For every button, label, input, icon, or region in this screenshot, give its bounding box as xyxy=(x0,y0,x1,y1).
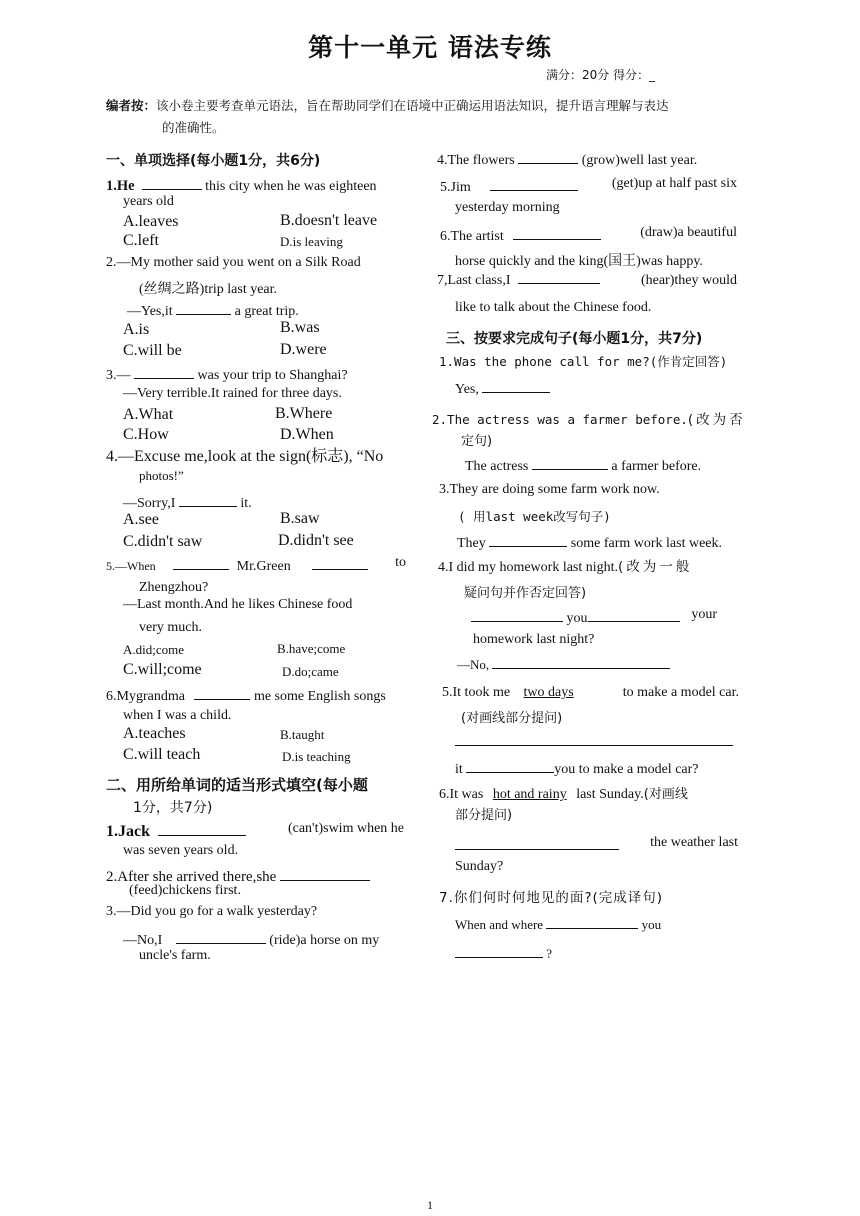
s2-q4 xyxy=(437,149,697,169)
editor-note-text-2: 的准确性。 xyxy=(162,120,225,135)
s1-q3-blank[interactable] xyxy=(134,364,194,379)
s1-q1 xyxy=(106,175,377,195)
s3-q5-text-b: to make a model car. xyxy=(622,685,739,700)
s3-q2-answer-start: The actress xyxy=(465,459,529,474)
s1-q1-option-d[interactable]: D.is leaving xyxy=(280,234,343,249)
s1-q1-line2: years old xyxy=(123,194,174,209)
s1-q3-option-a[interactable]: A.What xyxy=(123,406,174,423)
s3-q6-text-d: the weather last xyxy=(650,835,738,850)
s2-q5-text-a: 5.Jim xyxy=(440,180,471,195)
s2-q5-line2: yesterday morning xyxy=(455,200,560,215)
s1-q2-line1: 2.—My mother said you went on a Silk Road xyxy=(106,255,361,270)
s3-q4-text-c: you xyxy=(566,611,588,626)
s2-q1-text: (can't)swim when he xyxy=(287,821,404,836)
s2-q7-blank[interactable] xyxy=(518,275,600,284)
s3-q2-instruction: (改为否 xyxy=(687,412,746,428)
s3-q4-answer-start: —No, xyxy=(457,657,490,672)
s1-q6-option-c[interactable]: C.will teach xyxy=(123,746,201,763)
s1-q5-option-d[interactable]: D.do;came xyxy=(282,664,339,679)
s1-q2-answer-end: a great trip. xyxy=(234,304,299,319)
s2-q2-line2: (feed)chickens first. xyxy=(129,883,241,898)
s3-q7-blank-1[interactable] xyxy=(546,914,638,929)
s1-q6-num: 6.Mygrandma xyxy=(106,689,185,704)
s1-q6-option-b[interactable]: B.taught xyxy=(280,727,325,742)
s2-q5-text-b: (get)up at half past six xyxy=(611,176,737,191)
s3-q3-line1: 3.They are doing some farm work now. xyxy=(439,482,660,497)
s1-q6-line2: when I was a child. xyxy=(123,708,232,723)
s2-q7-text-b: (hear)they would xyxy=(640,273,737,288)
s1-q1-num: 1.He xyxy=(106,178,135,194)
s1-q2-answer-start: —Yes,it xyxy=(127,304,173,319)
s1-q2-line2: (丝绸之路)trip last year. xyxy=(139,282,278,297)
s3-q7-line3 xyxy=(455,943,552,962)
section-1-title: 一、单项选择(每小题1分，共6分) xyxy=(106,153,321,169)
s1-q3-option-d[interactable]: D.When xyxy=(280,426,334,443)
s1-q2-option-b[interactable]: B.was xyxy=(280,319,320,336)
s2-q3-answer-start: —No,I xyxy=(123,933,163,948)
s2-q3-blank[interactable] xyxy=(176,929,266,944)
s1-q4-option-a[interactable]: A.see xyxy=(123,511,159,528)
s3-q4-text-d: your xyxy=(691,607,717,622)
editor-note-label: 编者按： xyxy=(106,98,157,113)
s2-q1-blank[interactable] xyxy=(158,821,246,836)
s2-q6-text-b: (draw)a beautiful xyxy=(640,225,737,240)
s1-q5-text-b: Mr.Green xyxy=(236,559,291,574)
s1-q5-option-b[interactable]: B.have;come xyxy=(277,641,346,656)
s1-q2-option-a[interactable]: A.is xyxy=(123,321,150,338)
s3-q7-line1: 7.你们何时何地见的面?(完成译句) xyxy=(439,890,664,906)
s3-q4-blank-3[interactable] xyxy=(492,660,670,669)
s2-q7-text-a: 7,Last class,I xyxy=(437,273,511,288)
s3-q2-line2: 定句) xyxy=(461,434,493,449)
s1-q3-num: 3.— xyxy=(106,368,131,383)
s2-q4-blank[interactable] xyxy=(518,149,578,164)
s2-q5-blank[interactable] xyxy=(490,176,578,191)
s3-q3-line3 xyxy=(457,532,722,552)
s1-q1-option-c[interactable]: C.left xyxy=(123,232,159,249)
s1-q1-text: this city when he was eighteen xyxy=(205,179,377,194)
s1-q4-line2: photos!” xyxy=(139,468,184,483)
page-title: 第十一单元 语法专练 xyxy=(308,33,552,62)
s3-q5-underlined: two days xyxy=(523,685,574,700)
s3-q7-text-b: When and where xyxy=(455,917,544,932)
s3-q2-answer-end: a farmer before. xyxy=(611,459,702,474)
s1-q4-option-b[interactable]: B.saw xyxy=(280,510,320,527)
s1-q5-blank-2[interactable] xyxy=(312,555,368,570)
s2-q3-line2 xyxy=(123,929,403,949)
s3-q3-answer-end: some farm work last week. xyxy=(570,536,722,551)
score-line: 满分：20分 得分：_ xyxy=(546,68,656,82)
s2-q2-text: 2.After she arrived there,she xyxy=(106,869,277,885)
s3-q3-line2: ( 用last week改写句子) xyxy=(458,509,611,524)
s2-q3-line3: uncle's farm. xyxy=(139,948,211,963)
editor-note xyxy=(106,95,746,139)
s3-q5-text-d: it xyxy=(455,762,463,777)
s1-q3-text: was your trip to Shanghai? xyxy=(197,368,348,383)
s2-q3-line1: 3.—Did you go for a walk yesterday? xyxy=(106,904,318,919)
s3-q5-text-a: 5.It took me xyxy=(442,685,511,700)
s1-q4-line3 xyxy=(123,492,252,512)
s3-q5-line4 xyxy=(455,758,699,778)
s3-q6-line4: Sunday? xyxy=(455,859,504,874)
s1-q5-line3: —Last month.And he likes Chinese food xyxy=(123,597,353,612)
s1-q4-blank[interactable] xyxy=(179,492,237,507)
s3-q6-line1 xyxy=(439,783,688,803)
page-number: 1 xyxy=(427,1198,433,1212)
s1-q3-option-c[interactable]: C.How xyxy=(123,426,169,443)
s3-q6-underlined: hot and rainy xyxy=(492,787,567,802)
s1-q5-option-a[interactable]: A.did;come xyxy=(123,642,185,657)
s3-q4-blank-2[interactable] xyxy=(588,607,680,622)
s3-q6-text-a: 6.It was xyxy=(439,787,484,802)
section-2-title-line1: 二、用所给单词的适当形式填空(每小题 xyxy=(106,776,368,794)
s3-q3-blank[interactable] xyxy=(489,532,567,547)
s3-q7-line2 xyxy=(455,914,661,933)
s3-q5-line2: (对画线部分提问) xyxy=(461,711,563,726)
s3-q4-line2: 疑问句并作否定回答) xyxy=(464,586,587,601)
s2-q3-text: (ride)a horse on my xyxy=(269,933,380,948)
s3-q1-line1: 1.Was the phone call for me?(作肯定回答) xyxy=(439,354,728,369)
s3-q5-answer-line[interactable] xyxy=(455,745,733,746)
s3-q4-instruction: (改为一般 xyxy=(618,559,693,575)
s1-q5-num: 5.—When xyxy=(106,559,156,573)
s3-q2-sentence: 2.The actress was a farmer before. xyxy=(432,412,688,427)
s1-q2-option-c[interactable]: C.will be xyxy=(123,342,182,359)
s2-q1-num: 1.Jack xyxy=(106,823,150,840)
s2-q4-text-a: 4.The flowers xyxy=(437,153,515,168)
s3-q4-line4: homework last night? xyxy=(473,632,595,647)
s3-q1-blank[interactable] xyxy=(482,384,550,393)
s2-q4-text-b: (grow)well last year. xyxy=(581,153,698,168)
s3-q2-blank[interactable] xyxy=(532,455,608,470)
s1-q3-line2: —Very terrible.It rained for three days. xyxy=(123,386,342,401)
s1-q5-line4: very much. xyxy=(139,620,202,635)
section-3-title: 三、按要求完成句子(每小题1分，共7分) xyxy=(446,331,703,347)
section-2-title-line2: 1分，共7分) xyxy=(133,800,213,816)
s1-q4-answer-start: —Sorry,I xyxy=(123,496,176,511)
s2-q7-line2: like to talk about the Chinese food. xyxy=(455,300,652,315)
s1-q6-text: me some English songs xyxy=(253,689,386,704)
s3-q4-line3 xyxy=(471,607,717,627)
s3-q6-blank[interactable] xyxy=(455,835,619,850)
s3-q1-line2 xyxy=(455,382,550,398)
s2-q6-text-a: 6.The artist xyxy=(440,229,504,244)
s3-q5-line1 xyxy=(442,685,739,701)
s2-q6-line1 xyxy=(440,225,737,245)
s1-q2-blank[interactable] xyxy=(176,300,231,315)
s1-q6-blank[interactable] xyxy=(194,685,250,700)
s3-q5-text-e: you to make a model car? xyxy=(554,762,699,777)
s2-q1-line1 xyxy=(106,821,404,841)
s1-q4-option-c[interactable]: C.didn't saw xyxy=(123,533,203,550)
editor-note-text-1: 该小卷主要考查单元语法，旨在帮助同学们在语境中正确运用语法知识，提升语言理解与表达 xyxy=(156,98,669,113)
s3-q7-question-mark: ? xyxy=(546,946,553,961)
s3-q2-line1 xyxy=(432,408,746,428)
s1-q2-option-d[interactable]: D.were xyxy=(280,341,327,358)
s3-q7-blank-2[interactable] xyxy=(455,943,543,958)
s3-q6-text-b: last Sunday. xyxy=(576,787,644,802)
s3-q4-line5 xyxy=(457,657,670,673)
s3-q2-line3 xyxy=(465,455,701,475)
s1-q5-line1 xyxy=(106,555,406,575)
s1-q1-blank[interactable] xyxy=(142,175,202,190)
s3-q6-line2: 部分提问) xyxy=(455,808,513,823)
s3-q6-line3 xyxy=(455,835,738,855)
s1-q2-line3 xyxy=(127,300,299,320)
s1-q3-line1 xyxy=(106,364,348,384)
s1-q5-blank-1[interactable] xyxy=(173,555,229,570)
s2-q2-blank[interactable] xyxy=(280,866,370,881)
s1-q6-option-a[interactable]: A.teaches xyxy=(123,725,186,742)
s1-q1-option-b[interactable]: B.doesn't leave xyxy=(280,212,378,229)
s1-q4-line1: 4.—Excuse me,look at the sign(标志), “No xyxy=(106,448,384,465)
s2-q1-line2: was seven years old. xyxy=(123,843,239,858)
s1-q6-option-d[interactable]: D.is teaching xyxy=(282,749,351,764)
s3-q5-blank[interactable] xyxy=(466,758,554,773)
s3-q3-answer-start: They xyxy=(457,536,486,551)
s1-q1-option-a[interactable]: A.leaves xyxy=(123,213,179,230)
s2-q6-blank[interactable] xyxy=(513,225,601,240)
s3-q4-sentence: 4.I did my homework last night. xyxy=(438,560,619,575)
s1-q4-option-d[interactable]: D.didn't see xyxy=(278,532,354,549)
s3-q7-text-c: you xyxy=(641,917,662,932)
s1-q4-answer-end: it. xyxy=(240,496,252,511)
s3-q4-line1 xyxy=(438,555,692,576)
s2-q5-line1 xyxy=(440,176,737,196)
s3-q6-instruction: (对画线 xyxy=(643,787,688,802)
s1-q5-option-c[interactable]: C.will;come xyxy=(123,661,202,678)
s3-q1-answer-start: Yes, xyxy=(455,382,479,397)
s2-q6-line2: horse quickly and the king(国王)was happy. xyxy=(455,254,703,269)
s1-q6-line1 xyxy=(106,685,386,705)
s1-q5-text-c: to xyxy=(395,555,406,570)
s1-q5-line2: Zhengzhou? xyxy=(139,580,209,595)
s2-q7-line1 xyxy=(437,273,737,289)
s1-q3-option-b[interactable]: B.Where xyxy=(275,405,333,422)
s3-q4-blank-1[interactable] xyxy=(471,607,563,622)
